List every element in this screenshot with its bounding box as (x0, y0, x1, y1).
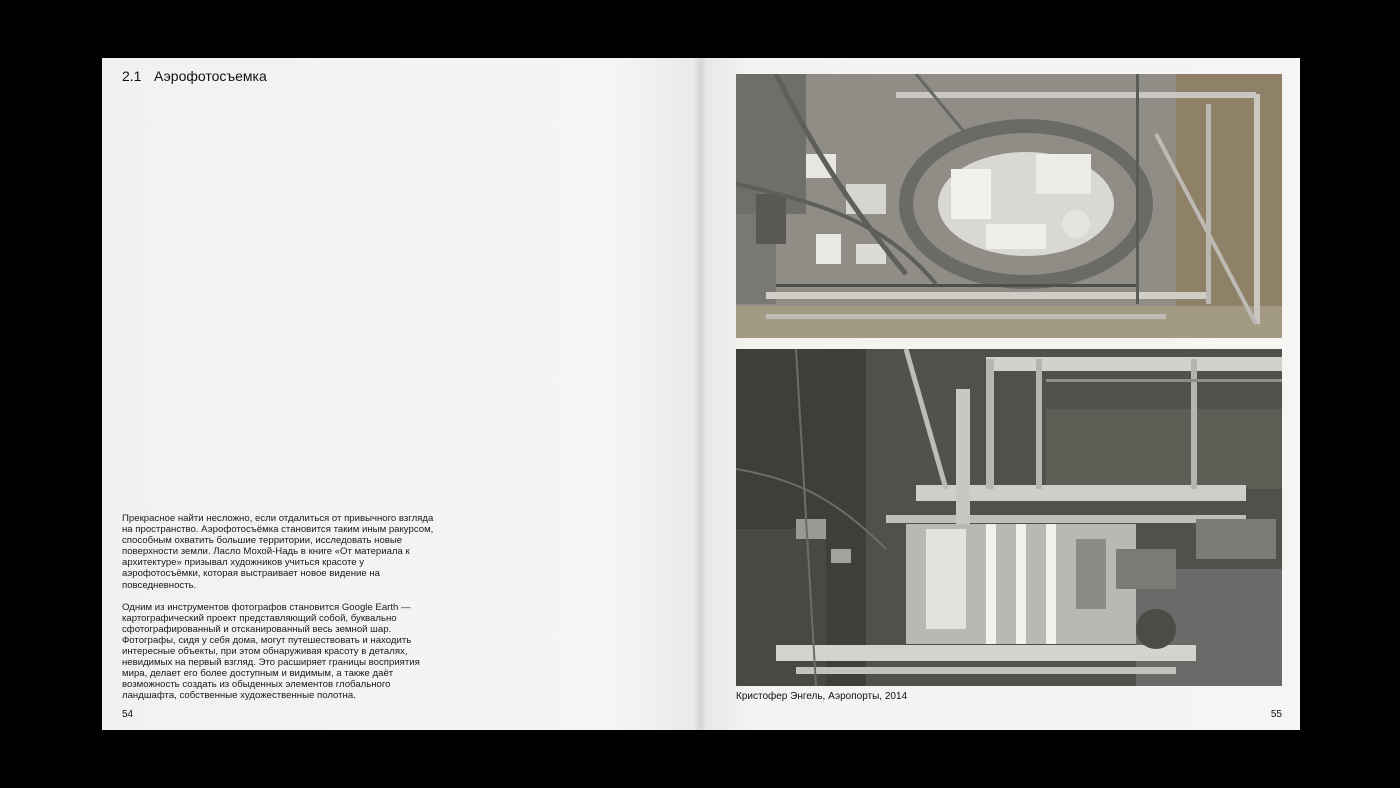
airport-aerial-illustration-bottom (736, 349, 1282, 686)
page-number-left: 54 (122, 709, 134, 720)
paragraph-1: Прекрасное найти несложно, если отдалиться от привычного взгляда на пространство. Аэрофотосъёмка становится таким иным ракурсом, способным охватить большие территории, исследовать новые поверхности земли. Ласло Мохой-Надь в книге «От материала к архитектуре» призывал художников учиться красоте у аэрофотосъёмки, которая выстраивает новое видение на повседневность. (122, 513, 434, 591)
right-page (700, 58, 1300, 730)
left-page (102, 58, 700, 730)
aerial-photo-top (736, 74, 1282, 338)
section-title: Аэрофотосъемка (154, 68, 267, 84)
aerial-photo-bottom (736, 349, 1282, 686)
body-text (122, 513, 442, 713)
photo-caption: Кристофер Энгель, Аэропорты, 2014 (736, 691, 908, 702)
section-number: 2.1 (122, 68, 142, 84)
airport-aerial-illustration-top (736, 74, 1282, 338)
paragraph-2: Одним из инструментов фотографов становится Google Earth — картографический проект представляющий собой, буквально сфотографированный и отсканированный весь земной шар. Фотографы, сидя у себя дома, могут путешествовать и находить интересные объекты, при этом обнаруживая красоту в деталях, невидимых на первый взгляд. Это расширяет границы восприятия мира, делает его более доступным и видимым, а также даёт возможность создать из обыденных элементов глобального ландшафта, собственные художественные полотна. (122, 601, 420, 702)
section-heading (122, 68, 267, 84)
page-number-right: 55 (1270, 709, 1282, 720)
book-gutter-shadow (693, 58, 707, 730)
